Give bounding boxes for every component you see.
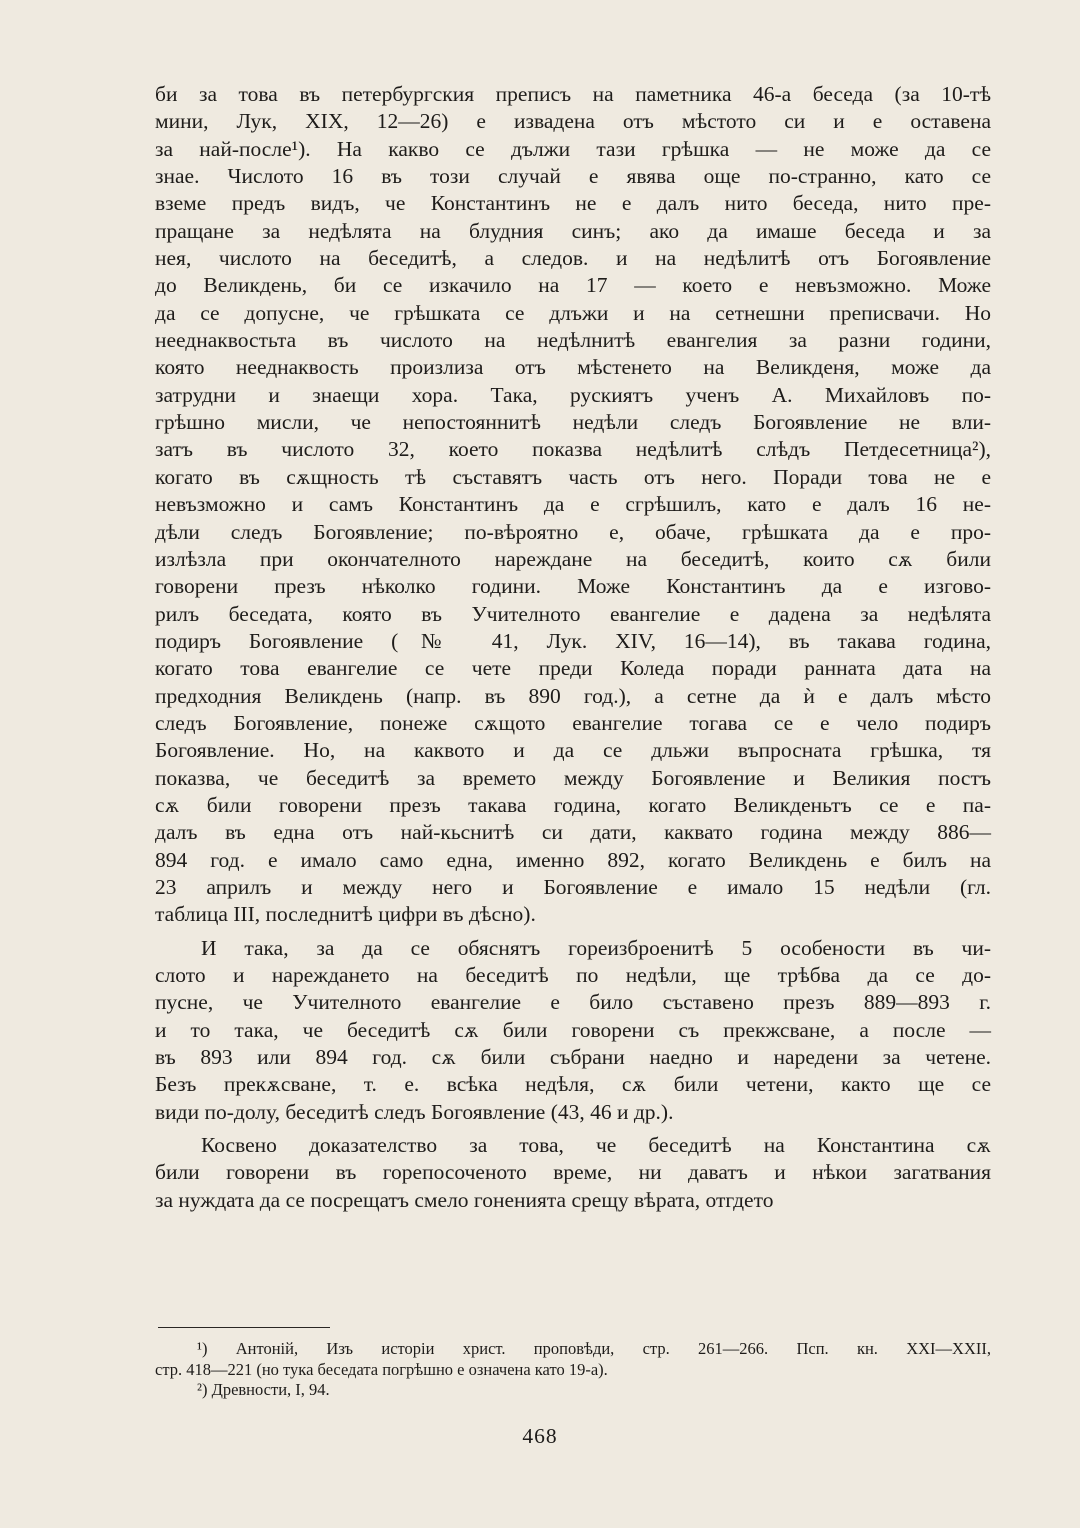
footnote-line: ¹) Антоній, Изъ исторіи христ. проповѣди, стр. 261—266. Псп. кн. XXI—XXII,: [197, 1339, 991, 1358]
text-line: грѣшно мисли, че непостояннитѣ недѣли следъ Богоявление не вли-: [155, 410, 991, 435]
text-line: дѣли следъ Богоявление; по-вѣроятно е, обаче, грѣшката да е про-: [155, 519, 991, 544]
text-line: Косвено доказателство за това, че беседитѣ на Константина сѫ: [201, 1133, 991, 1158]
text-line: показва, че беседитѣ за времето между Богоявление и Великия постъ: [155, 765, 991, 790]
text-line: таблица III, последнитѣ цифри въ дѣсно).: [155, 902, 536, 927]
footnote-line: стр. 418—221 (но тука беседата погрѣшно е означена като 19-а).: [155, 1359, 608, 1379]
text-line: затъ въ числото 32, което показва недѣлитѣ слѣдъ Петдесетница²),: [155, 437, 991, 462]
text-line: 894 год. е имало само една, именно 892, когато Великдень е билъ на: [155, 847, 991, 872]
text-line: която нееднаквость произлиза отъ мѣстенето на Великденя, може да: [155, 355, 991, 380]
text-line: вземе предъ видъ, че Константинъ не е далъ нито беседа, нито пре-: [155, 191, 991, 216]
text-line: говорени презъ нѣколко години. Може Константинъ да е изгово-: [155, 574, 991, 599]
text-line: нееднаквостьта въ числото на недѣлнитѣ евангелия за разни години,: [155, 328, 991, 353]
text-line: въ 893 или 894 год. сѫ били събрани наедно и наредени за четене.: [155, 1045, 991, 1070]
text-line: за нуждата да се посрещатъ смело гоненията срещу вѣрата, отгдето: [155, 1187, 774, 1212]
text-line: Безъ прекѫсване, т. е. всѣка недѣля, сѫ били четени, както ще се: [155, 1072, 991, 1097]
text-line: сѫ били говорени презъ такава година, когато Великденьтъ се е па-: [155, 792, 991, 817]
text-line: види по-долу, беседитѣ следъ Богоявление (43, 46 и др.).: [155, 1099, 674, 1124]
text-line: Богоявление. Но, на каквото и да се дльжи въпросната грѣшка, тя: [155, 738, 991, 763]
text-line: да се допусне, че грѣшката се длъжи и на сетнешни преписвачи. Но: [155, 300, 991, 325]
footnotes: [155, 1339, 991, 1401]
text-line: невъзможно и самъ Константинъ да е сгрѣшилъ, като е далъ 16 не-: [155, 492, 991, 517]
text-line: мини, Лук, XIX, 12—26) е извадена отъ мѣстото си и е оставена: [155, 109, 991, 134]
text-line: излѣзла при окончателното нареждане на беседитѣ, които сѫ били: [155, 546, 991, 571]
page-number: 468: [522, 1424, 558, 1448]
text-line: 23 априлъ и между него и Богоявление е имало 15 недѣли (гл.: [155, 874, 991, 899]
footnote-divider: [158, 1327, 330, 1328]
text-line: нея, числото на беседитѣ, а следов. и на недѣлитѣ отъ Богоявление: [155, 246, 991, 271]
text-line: пусне, че Учителното евангелие е било съставено презъ 889—893 г.: [155, 990, 991, 1015]
text-line: пращане за недѣлята на блудния синъ; ако да имаше беседа и за: [155, 218, 991, 243]
text-line: знае. Числото 16 въ този случай е явява още по-странно, като се: [155, 164, 991, 189]
text-line: затрудни и знаещи хора. Така, рускиятъ ученъ А. Михайловъ по-: [155, 382, 991, 407]
text-line: би за това въ петербургския преписъ на паметника 46-а беседа (за 10-тѣ: [155, 82, 991, 106]
text-line: рилъ беседата, която въ Учителното евангелие е дадена за недѣлята: [155, 601, 991, 626]
text-line: били говорени въ горепосоченото време, ни даватъ и нѣкои загатвания: [155, 1160, 991, 1185]
text-line: когато въ сѫщность тѣ съставятъ часть отъ него. Поради това не е: [155, 464, 991, 489]
text-line: предходния Великдень (напр. въ 890 год.), а сетне да ѝ е далъ мѣсто: [155, 683, 991, 708]
text-line: слото и нареждането на беседитѣ по недѣли, ще трѣбва да се до-: [155, 963, 991, 987]
text-line: и то така, че беседитѣ сѫ били говорени съ прекжсване, а после —: [155, 1017, 991, 1042]
text-line: когато това евангелие се чете преди Коледа поради ранната дата на: [155, 656, 991, 681]
text-line: далъ въ една отъ най-кьснитѣ си дати, каквато година между 886—: [155, 820, 991, 845]
text-line: подиръ Богоявление (№ 41, Лук. XIV, 16—14), въ такава година,: [155, 628, 991, 653]
text-line: следъ Богоявление, понеже сѫщото евангелие тогава се е чело подиръ: [155, 710, 991, 735]
text-line: до Великдень, би се изкачило на 17 — което е невъзможно. Може: [155, 273, 991, 298]
text-line: за най-после¹). На какво се дължи тази грѣшка — не може да се: [155, 136, 991, 161]
text-line: И така, за да се обяснятъ гореизброенитѣ 5 особености въ чи-: [201, 935, 991, 960]
footnote-line: ²) Древности, I, 94.: [197, 1380, 330, 1399]
body-text: [155, 81, 991, 1214]
